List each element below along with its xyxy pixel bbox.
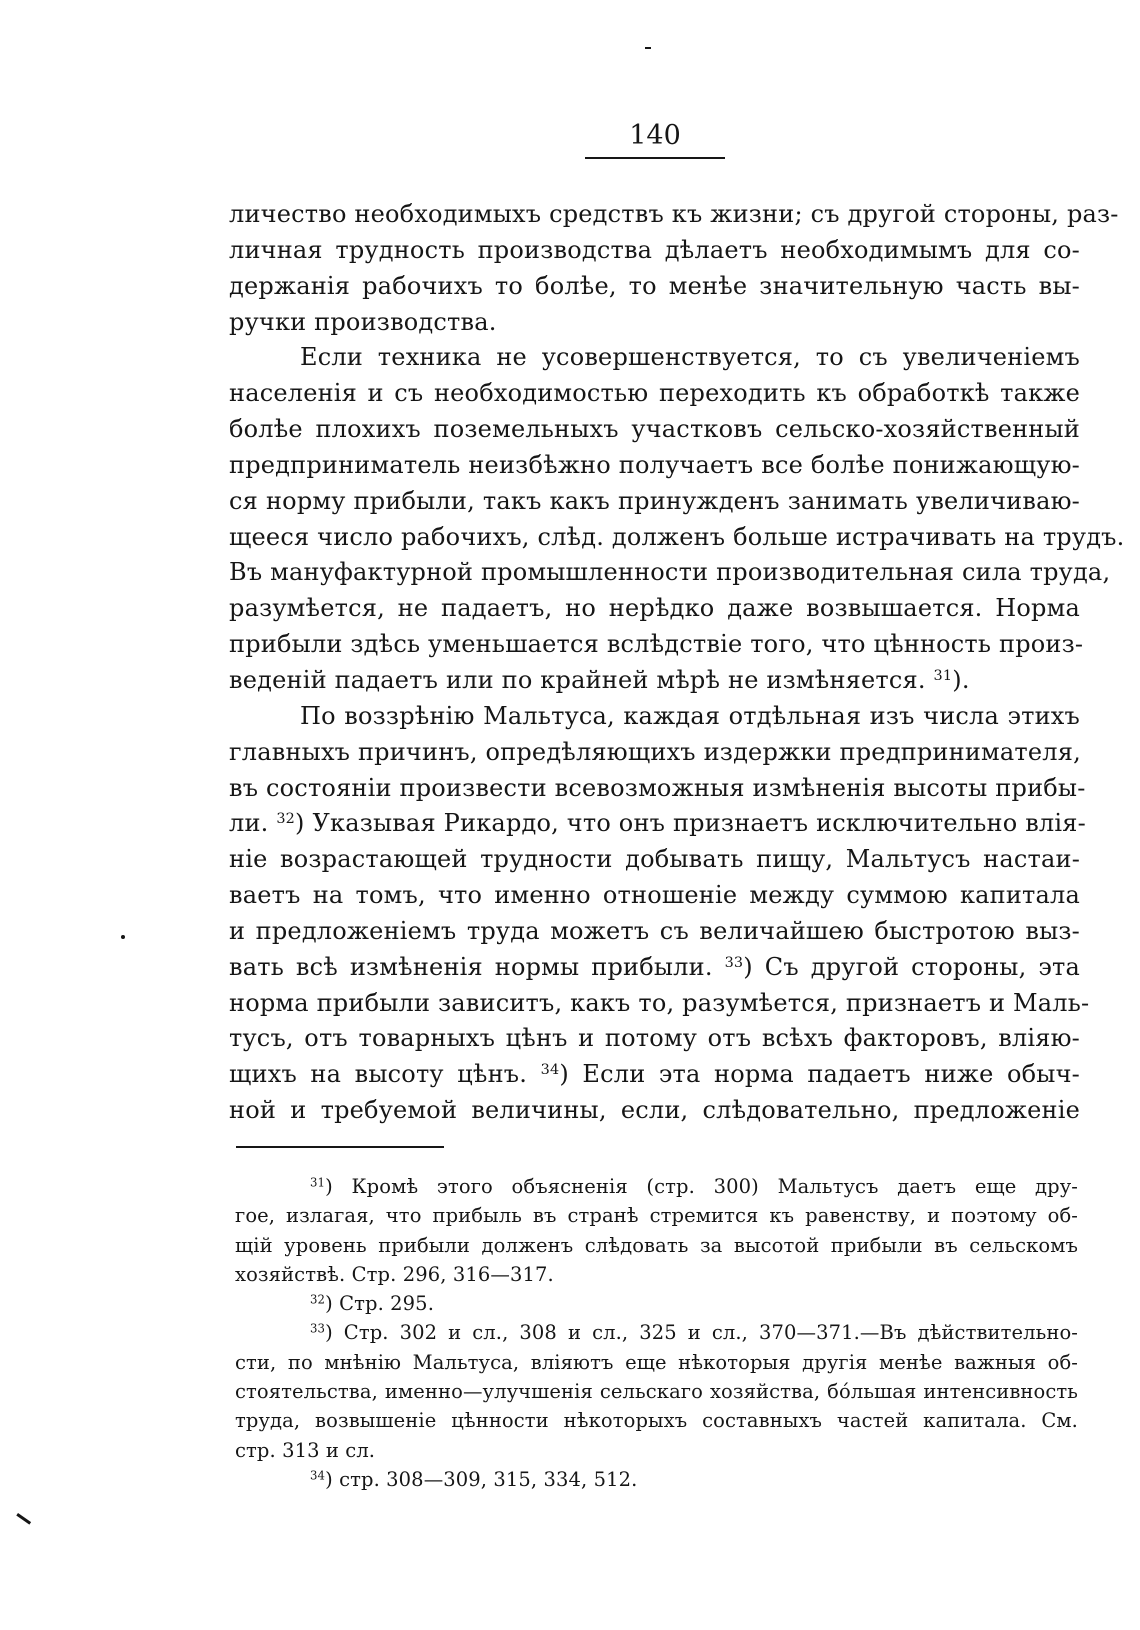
text-line: щееся число рабочихъ, слѣд. долженъ больше истрачивать на трудъ.: [229, 522, 1125, 551]
footnote-ref: 33: [724, 954, 744, 971]
footnote-marker: 34: [310, 1468, 326, 1483]
scan-speck: [121, 935, 125, 939]
text-line: щихъ на высоту цѣнъ. $^{34}$) Если эта норма падаетъ ниже обыч-: [229, 1060, 1080, 1089]
text-line: [229, 663, 1080, 699]
text-segment: веденій падаетъ или по крайней мѣрѣ не измѣняется.: [229, 665, 926, 694]
text-segment: ) стр. 308—309, 315, 334, 512.: [325, 1467, 638, 1491]
main-text: [229, 197, 1125, 1129]
text-segment: ).: [952, 665, 970, 694]
footnote-line: щій уровень прибыли долженъ слѣдовать за высотой прибыли въ сельскомъ: [235, 1233, 1078, 1257]
text-line: разумѣется, не падаетъ, но нерѣдко даже возвышается. Норма: [229, 594, 1080, 623]
text-line: ручки производства.: [229, 307, 497, 336]
text-line: болѣе плохихъ поземельныхъ участковъ сельско-хозяйственный: [229, 415, 1080, 444]
text-line: Въ мануфактурной промышленности производительная сила труда,: [229, 558, 1111, 587]
text-line: держанія рабочихъ то болѣе, то менѣе значительную часть вы-: [229, 271, 1080, 300]
text-line: прибыли здѣсь уменьшается вслѣдствіе того, что цѣнность произ-: [229, 630, 1084, 659]
text-segment: Если эта норма падаетъ ниже обыч-: [582, 1060, 1080, 1089]
text-line: главныхъ причинъ, опредѣляющихъ издержки предпринимателя,: [229, 737, 1081, 766]
footnote-line: стр. 313 и сл.: [235, 1438, 376, 1462]
text-segment: вать всѣ измѣненія нормы прибыли.: [229, 952, 713, 981]
text-line: ваетъ на томъ, что именно отношеніе между суммою капитала: [229, 881, 1080, 910]
text-line: ся норму прибыли, такъ какъ принужденъ занимать увеличиваю-: [229, 486, 1080, 515]
footnote-line: [235, 1465, 1078, 1494]
footnote-ref: 34: [540, 1062, 560, 1079]
text-line: норма прибыли зависитъ, какъ то, разумѣется, признаетъ и Маль-: [229, 988, 1090, 1017]
footnote-marker: 32: [310, 1292, 326, 1307]
text-line: Если техника не усовершенствуется, то съ увеличеніемъ: [300, 343, 1080, 372]
page-number: 140: [629, 120, 681, 151]
footnote-separator: [236, 1146, 444, 1148]
footnote-line: труда, возвышеніе цѣнности нѣкоторыхъ составныхъ частей капитала. См.: [235, 1409, 1078, 1433]
footnote-line: [235, 1172, 1078, 1201]
text-segment: Съ другой стороны, эта: [764, 952, 1080, 981]
text-segment: ли.: [229, 809, 269, 838]
text-line: тусъ, отъ товарныхъ цѣнъ и потому отъ всѣхъ факторовъ, вліяю-: [229, 1024, 1080, 1053]
footnote-line: [235, 1318, 1078, 1347]
text-segment: ) Стр. 295.: [325, 1292, 434, 1316]
footnote-line: стоятельства, именно—улучшенія сельскаго хозяйства, бо́льшая интенсивность: [235, 1380, 1078, 1404]
text-segment: ) Стр. 302 и сл., 308 и сл., 325 и сл., 370—371.—Въ дѣйствительно-: [325, 1321, 1078, 1345]
footnote-line: хозяйствѣ. Стр. 296, 316—317.: [235, 1262, 554, 1286]
footnotes: [235, 1172, 1078, 1494]
scan-speck: [645, 47, 651, 49]
text-segment: ) Кромѣ этого объясненія (стр. 300) Мальтусъ даетъ еще дру-: [325, 1175, 1078, 1198]
text-line: ніе возрастающей трудности добывать пищу, Мальтусъ настаи-: [229, 845, 1080, 874]
text-line: населенія и съ необходимостью переходить къ обработкѣ также: [229, 379, 1080, 408]
text-line: и предложеніемъ труда можетъ съ величайшею быстротою выз-: [229, 916, 1080, 945]
footnote-ref: 32: [276, 811, 296, 828]
text-line: вать всѣ измѣненія нормы прибыли. $^{33}$) Съ другой стороны, эта: [229, 952, 1080, 981]
footnote-line: сти, по мнѣнію Мальтуса, вліяютъ еще нѣкоторыя другія менѣе важныя об-: [235, 1350, 1078, 1374]
text-segment: щихъ на высоту цѣнъ.: [229, 1060, 528, 1089]
text-line: личная трудность производства дѣлаетъ необходимымъ для со-: [229, 235, 1080, 264]
text-segment: Указывая Рикардо, что онъ признаетъ исключительно влія-: [312, 809, 1086, 838]
scan-speck: [16, 1513, 31, 1525]
page-number-rule: [585, 157, 725, 159]
footnote-line: гое, излагая, что прибыль въ странѣ стремится къ равенству, и поэтому об-: [235, 1204, 1078, 1228]
text-line: ли. $^{32}$) Указывая Рикардо, что онъ признаетъ исключительно влія-: [229, 809, 1086, 838]
text-line: личество необходимыхъ средствъ къ жизни; съ другой стороны, раз-: [229, 200, 1119, 228]
text-line: ной и требуемой величины, если, слѣдовательно, предложеніе: [229, 1096, 1080, 1125]
footnote-marker: 33: [310, 1322, 326, 1337]
footnote-ref: 31: [933, 668, 953, 685]
text-line: въ состояніи произвести всевозможныя измѣненія высоты прибы-: [229, 773, 1086, 802]
footnote-marker: 31: [310, 1175, 326, 1190]
text-line: предприниматель неизбѣжно получаетъ все болѣе понижающую-: [229, 450, 1080, 479]
text-line: По воззрѣнію Мальтуса, каждая отдѣльная изъ числа этихъ: [300, 701, 1080, 730]
footnote-line: [235, 1289, 1078, 1318]
